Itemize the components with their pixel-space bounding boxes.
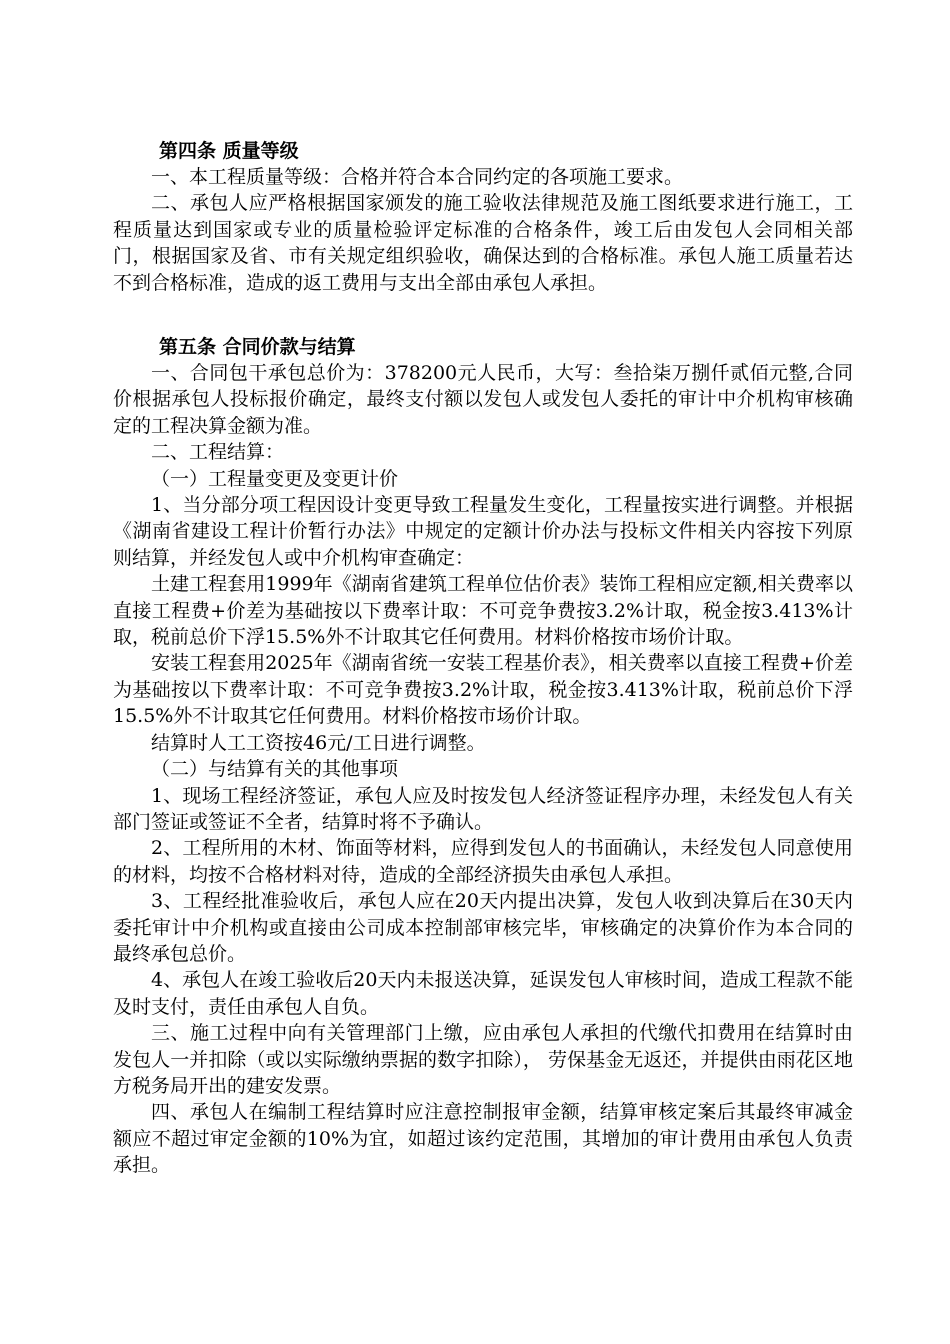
paragraph: 安装工程套用2025年《湖南省统一安装工程基价表》，相关费率以直接工程费+价差为基础按以下费率计取：不可竞争费按3.2%计取，税金按3.413%计取，税前总价下浮15.5%外不计取其它任何费用。材料价格按市场价计取。 [113,652,853,728]
paragraph: （二）与结算有关的其他事项 [151,758,399,781]
paragraph: 土建工程套用1999年《湖南省建筑工程单位估价表》装饰工程相应定额,相关费率以直接工程费+价差为基础按以下费率计取：不可竞争费按3.2%计取，税金按3.413%计取，税前总价下浮15.5%外不计取其它任何费用。材料价格按市场价计取。 [113,573,853,649]
paragraph: 2、工程所用的木材、饰面等材料，应得到发包人的书面确认，未经发包人同意使用的材料，均按不合格材料对待，造成的全部经济损失由承包人承担。 [113,837,853,886]
paragraph: （一）工程量变更及变更计价 [151,467,399,490]
section-4-heading: 第四条 质量等级 [159,140,299,162]
paragraph: 三、施工过程中向有关管理部门上缴，应由承包人承担的代缴代扣费用在结算时由发包人一并扣除（或以实际缴纳票据的数字扣除）， 劳保基金无返还，并提供由雨花区地方税务局开出的建安发票。 [113,1022,853,1097]
paragraph: 四、承包人在编制工程结算时应注意控制报审金额，结算审核定案后其最终审减金额应不超过审定金额的10%为宜，如超过该约定范围，其增加的审计费用由承包人负责承担。 [113,1101,853,1177]
paragraph: 4、承包人在竣工验收后20天内未报送决算，延误发包人审核时间，造成工程款不能及时支付，责任由承包人自负。 [113,969,853,1018]
section-5-heading: 第五条 合同价款与结算 [159,336,356,358]
paragraph: 二、承包人应严格根据国家颁发的施工验收法律规范及施工图纸要求进行施工，工程质量达到国家或专业的质量检验评定标准的合格条件，竣工后由发包人会同相关部门，根据国家及省、市有关规定组织验收，确保达到的合格标准。承包人施工质量若达不到合格标准，造成的返工费用与支出全部由承包人承担。 [113,192,853,294]
section-5 [113,334,853,1179]
paragraph: 一、合同包干承包总价为：378200元人民币，大写：叁拾柒万捌仟贰佰元整,合同价根据承包人投标报价确定，最终支付额以发包人或发包人委托的审计中介机构审核确定的工程决算金额为准。 [113,362,853,437]
paragraph: 3、工程经批准验收后，承包人应在20天内提出决算，发包人收到决算后在30天内委托审计中介机构或直接由公司成本控制部审核完毕，审核确定的决算价作为本合同的最终承包总价。 [113,890,853,965]
section-4 [113,138,853,296]
paragraph: 结算时人工工资按46元/工日进行调整。 [151,731,486,754]
paragraph: 一、本工程质量等级：合格并符合本合同约定的各项施工要求。 [151,166,684,188]
paragraph: 1、现场工程经济签证，承包人应及时按发包人经济签证程序办理，未经发包人有关部门签证或签证不全者，结算时将不予确认。 [113,784,853,833]
paragraph: 二、工程结算： [151,441,285,464]
paragraph: 1、当分部分项工程因设计变更导致工程量发生变化，工程量按实进行调整。并根据《湖南省建设工程计价暂行办法》中规定的定额计价办法与投标文件相关内容按下列原则结算，并经发包人或中介机构审查确定： [113,494,853,569]
